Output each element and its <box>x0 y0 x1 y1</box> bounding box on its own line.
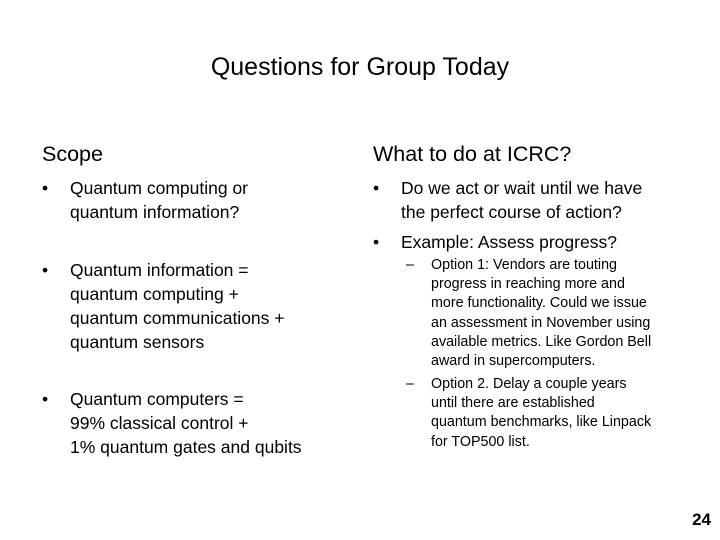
bullet-line: 99% classical control + <box>70 413 249 433</box>
bullet-line: Do we act or wait until we have <box>401 178 643 198</box>
bullet-line: quantum information? <box>70 202 240 222</box>
bullet-line: the perfect course of action? <box>401 202 622 222</box>
sub-bullet-line: progress in reaching more and <box>431 276 625 293</box>
bullet-line: Example: Assess progress? <box>401 232 617 252</box>
bullet-line: Quantum computers = <box>70 389 244 409</box>
bullet-line: Quantum computing or <box>70 178 249 198</box>
sub-bullet-line: available metrics. Like Gordon Bell <box>431 333 652 350</box>
sub-bullet-line: award in supercomputers. <box>431 353 596 370</box>
scope-heading: Scope <box>42 142 103 166</box>
bullet-marker: • <box>42 389 49 409</box>
bullet-marker: • <box>42 178 49 198</box>
bullet-text <box>401 230 617 254</box>
bullet-text <box>70 258 285 354</box>
bullet-text <box>70 176 248 224</box>
bullet-marker: • <box>373 232 380 252</box>
bullet-line: Quantum information = <box>70 260 249 280</box>
bullet-line: 1% quantum gates and qubits <box>70 437 302 457</box>
bullet-line: quantum communications + <box>70 308 285 328</box>
bullet-marker: • <box>42 260 49 280</box>
sub-bullet-line: Option 1: Vendors are touting <box>431 257 617 273</box>
icrc-heading: What to do at ICRC? <box>373 142 572 166</box>
bullet-marker: • <box>373 178 380 198</box>
sub-bullet-text <box>431 375 651 452</box>
bullet-text <box>401 176 642 224</box>
sub-bullet-marker: – <box>406 257 414 273</box>
sub-bullet-line: until there are established <box>431 395 595 412</box>
sub-bullet-text <box>431 256 651 371</box>
slide-title: Questions for Group Today <box>210 53 510 81</box>
sub-bullet-line: quantum benchmarks, like Linpack <box>431 414 652 431</box>
sub-bullet-line: Option 2. Delay a couple years <box>431 376 627 392</box>
page-number: 24 <box>692 510 711 529</box>
sub-bullet-marker: – <box>406 376 414 392</box>
bullet-line: quantum computing + <box>70 284 239 304</box>
bullet-text <box>70 387 302 459</box>
sub-bullet-line: more functionality. Could we issue <box>431 295 647 312</box>
bullet-line: quantum sensors <box>70 332 205 352</box>
sub-bullet-line: an assessment in November using <box>431 314 651 331</box>
sub-bullet-line: for TOP500 list. <box>431 433 530 450</box>
